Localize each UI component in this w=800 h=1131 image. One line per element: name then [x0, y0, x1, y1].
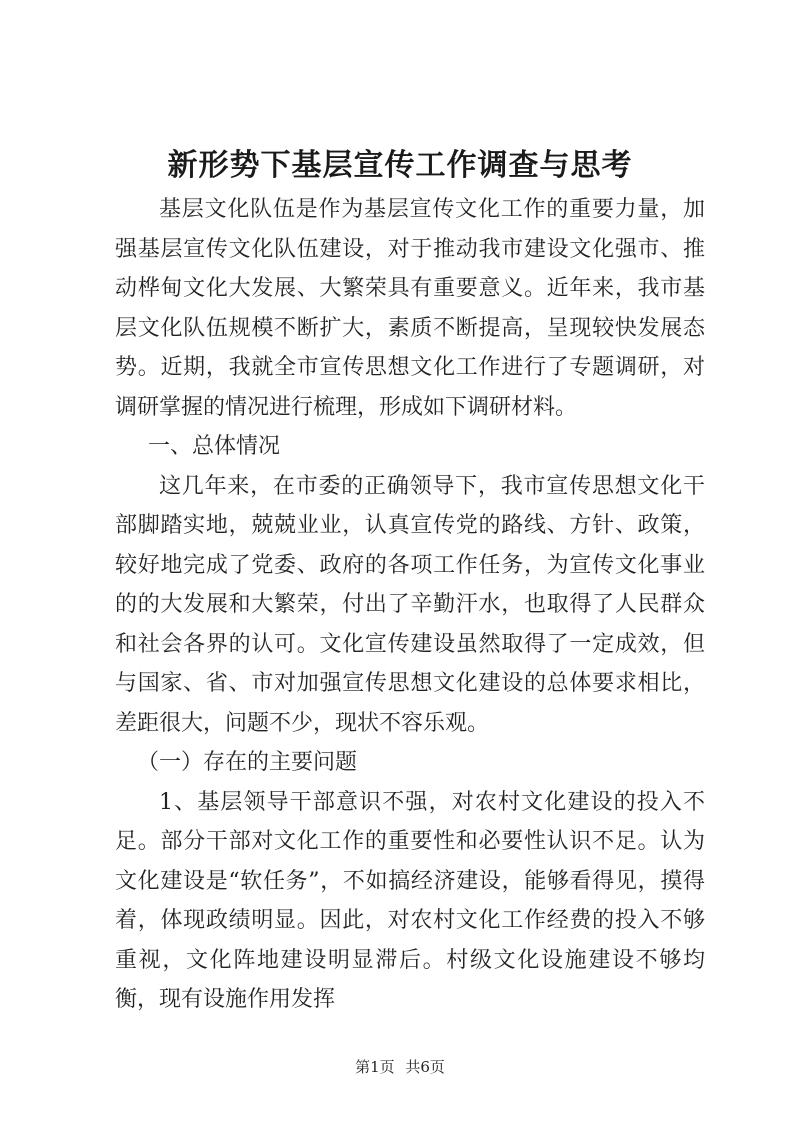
page-footer	[0, 1056, 800, 1077]
overview-paragraph: 这几年来，在市委的正确领导下，我市宣传思想文化干部脚踏实地，兢兢业业，认真宣传党的路线、方针、政策，较好地完成了党委、政府的各项工作任务，为宣传文化事业的的大发展和大繁荣，付出了辛勤汗水，也取得了人民群众和社会各界的认可。文化宣传建设虽然取得了一定成效，但与国家、省、市对加强宣传思想文化建设的总体要求相比，差距很大，问题不少，现状不容乐观。	[115, 473, 705, 736]
page-total: 共6页	[405, 1058, 445, 1076]
page-number: 第1页	[355, 1058, 395, 1076]
section-heading-overview: 一、总体情况	[148, 434, 281, 459]
subsection-heading-problems: （一）存在的主要问题	[137, 750, 358, 775]
document-body	[115, 190, 705, 1020]
document-title: 新形势下基层宣传工作调查与思考	[167, 148, 633, 183]
problem-paragraph-1: 1、基层领导干部意识不强，对农村文化建设的投入不足。部分干部对文化工作的重要性和必要性认识不足。认为文化建设是“软任务”，不如搞经济建设，能够看得见，摸得着，体现政绩明显。因此，对农村文化工作经费的投入不够重视，文化阵地建设明显滞后。村级文化设施建设不够均衡，现有设施作用发挥	[115, 789, 705, 1012]
intro-paragraph: 基层文化队伍是作为基层宣传文化工作的重要力量，加强基层宣传文化队伍建设，对于推动我市建设文化强市、推动桦甸文化大发展、大繁荣具有重要意义。近年来，我市基层文化队伍规模不断扩大，素质不断提高，呈现较快发展态势。近期，我就全市宣传思想文化工作进行了专题调研，对调研掌握的情况进行梳理，形成如下调研材料。	[115, 197, 705, 420]
